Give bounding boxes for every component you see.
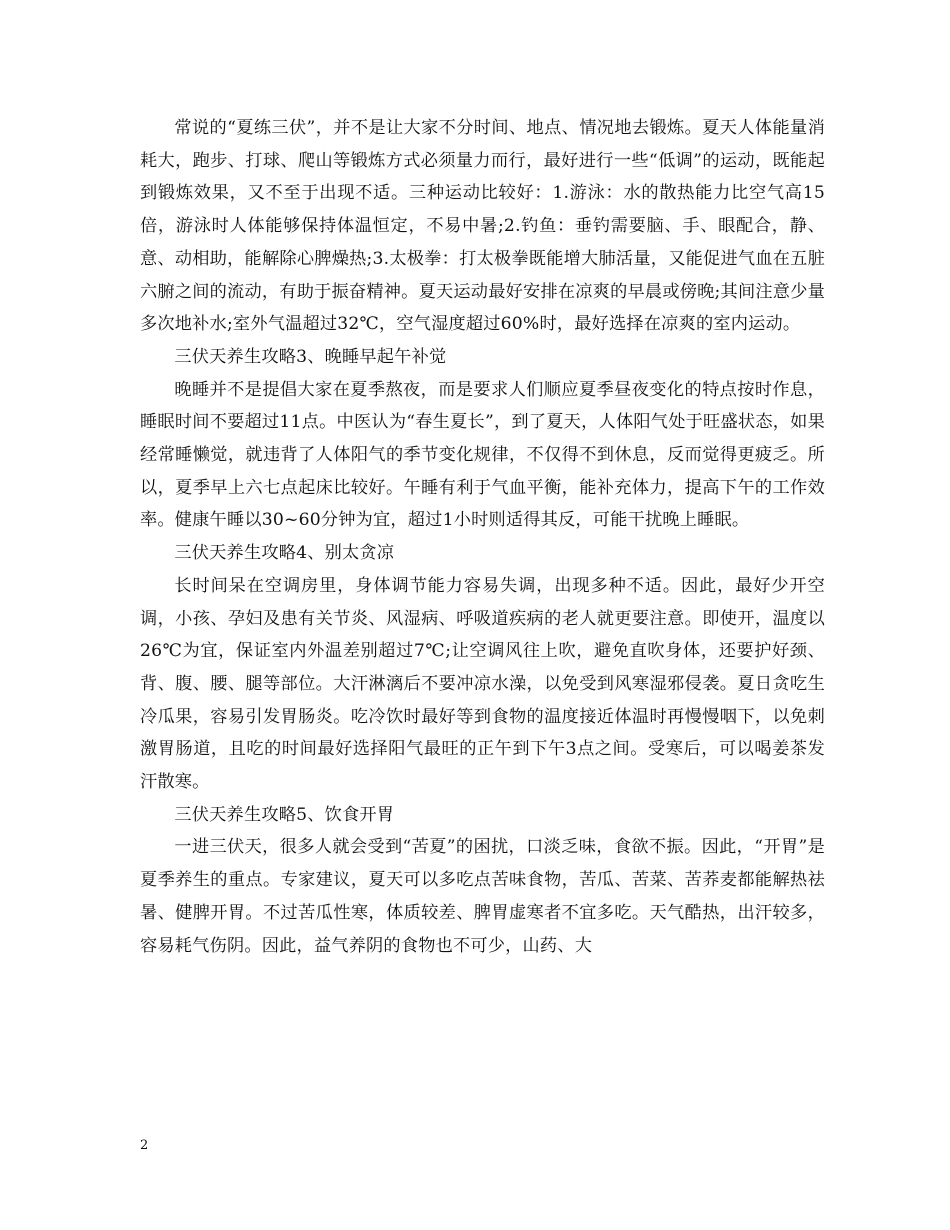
paragraph-summer-exercise: 常说的“夏练三伏”，并不是让大家不分时间、地点、情况地去锻炼。夏天人体能量消耗大，跑步、打球、爬山等锻炼方式必须量力而行，最好进行一些“低调”的运动，既能起到锻炼效果，又不至于出现不适。三种运动比较好：1.游泳：水的散热能力比空气高15倍，游泳时人体能够保持体温恒定，不易中暑;2.钓鱼：垂钓需要脑、手、眼配合，静、意、动相助，能解除心脾燥热;3.太极拳：打太极拳既能增大肺活量，又能促进气血在五脏六腑之间的流动，有助于振奋精神。夏天运动最好安排在凉爽的早晨或傍晚;其间注意少量多次地补水;室外气温超过32℃，空气湿度超过60%时，最好选择在凉爽的室内运动。 [140, 118, 825, 335]
section-heading-4: 三伏天养生攻略4、别太贪凉 [174, 543, 395, 564]
paragraph-avoid-cold: 长时间呆在空调房里，身体调节能力容易失调，出现多种不适。因此，最好少开空调，小孩、孕妇及患有关节炎、风湿病、呼吸道疾病的老人就更要注意。即使开，温度以26℃为宜，保证室内外温差别超过7℃;让空调风往上吹，避免直吹身体，还要护好颈、背、腹、腰、腿等部位。大汗淋漓后不要冲凉水澡，以免受到风寒湿邪侵袭。夏日贪吃生冷瓜果，容易引发胃肠炎。吃冷饮时最好等到食物的温度接近体温时再慢慢咽下，以免刺激胃肠道，且吃的时间最好选择阳气最旺的正午到下午3点之间。受寒后，可以喝姜茶发汗散寒。 [140, 575, 825, 793]
section-heading-5: 三伏天养生攻略5、饮食开胃 [174, 804, 395, 825]
page-number: 2 [140, 1138, 149, 1153]
section-heading-3: 三伏天养生攻略3、晚睡早起午补觉 [174, 346, 447, 367]
document-body [140, 112, 825, 962]
paragraph-appetite: 一进三伏天，很多人就会受到“苦夏”的困扰，口淡乏味，食欲不振。因此，“开胃”是夏季养生的重点。专家建议，夏天可以多吃点苦味食物，苦瓜、苦菜、苦荞麦都能解热祛暑、健脾开胃。不过苦瓜性寒，体质较差、脾胃虚寒者不宜多吃。天气酷热，出汗较多，容易耗气伤阴。因此，益气养阴的食物也不可少，山药、大 [140, 837, 825, 956]
paragraph-sleep: 晚睡并不是提倡大家在夏季熬夜，而是要求人们顺应夏季昼夜变化的特点按时作息，睡眠时间不要超过11点。中医认为“春生夏长”，到了夏天，人体阳气处于旺盛状态，如果经常睡懒觉，就违背了人体阳气的季节变化规律，不仅得不到休息，反而觉得更疲乏。所以，夏季早上六七点起床比较好。午睡有利于气血平衡，能补充体力，提高下午的工作效率。健康午睡以30~60分钟为宜，超过1小时则适得其反，可能干扰晚上睡眠。 [140, 379, 825, 531]
